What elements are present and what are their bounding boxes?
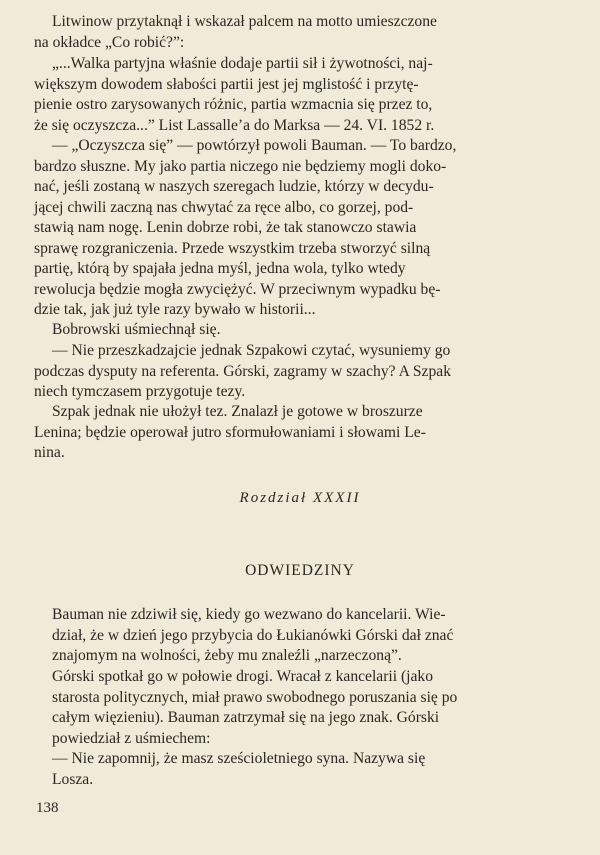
text-line: — „Oczyszcza się” — powtórzył powoli Bauman. — To bardzo, [52, 137, 457, 154]
text-line: — Nie zapomnij, że masz sześcioletniego syna. Nazywa się [52, 750, 426, 767]
text-line: „...Walka partyjna właśnie dodaje partii sił i żywotności, naj- [52, 55, 433, 72]
quote-paragraph [34, 54, 568, 136]
paragraph [34, 749, 568, 790]
text-line: Bobrowski uśmiechnął się. [52, 321, 221, 338]
text-line: partię, którą by spajała jedna myśl, jedna wola, tylko wtedy [34, 260, 406, 277]
paragraph [34, 320, 568, 341]
text-line: Bauman nie zdziwił się, kiedy go wezwano do kancelarii. Wie- [52, 606, 446, 623]
text-line: starosta politycznych, miał prawo swobodnego poruszania się po [52, 688, 458, 706]
text-line: dzie tak, jak już tyle razy bywało w historii... [34, 301, 316, 318]
text-line: rewolucja będzie mogła zwyciężyć. W przeciwnym wypadku bę- [34, 280, 441, 298]
paragraph [34, 402, 568, 464]
text-line: Szpak jednak nie ułożył tez. Znalazł je gotowe w broszurze [52, 403, 423, 420]
page-number: 138 [36, 800, 59, 816]
text-line: na okładce „Co robić?”: [34, 33, 185, 51]
text-line: — Nie przeszkadzajcie jednak Szpakowi czytać, wysuniemy go [52, 342, 451, 359]
text-line: Litwinow przytaknął i wskazał palcem na motto umieszczone [52, 13, 437, 30]
text-line: pienie ostro zarysowanych różnic, partia wzmacnia się przez to, [34, 96, 433, 113]
text-line: Górski spotkał go w połowie drogi. Wracał z kancelarii (jako [52, 668, 434, 685]
paragraph [34, 605, 568, 667]
text-line: powiedział z uśmiechem: [52, 729, 211, 747]
text-line: niech tymczasem przygotuje tezy. [34, 383, 246, 400]
text-line: bardzo słuszne. My jako partia niczego nie będziemy mogli doko- [34, 157, 447, 175]
paragraph [34, 667, 568, 749]
text-line: dział, że w dzień jego przybycia do Łukianówki Górski dał znać [52, 626, 454, 644]
chapter-title: ODWIEDZINY [245, 562, 355, 579]
text-line: Lenina; będzie operował jutro sformułowaniami i słowami Le- [34, 423, 426, 441]
text-line: że się oczyszcza...” List Lassalle’a do Marksa — 24. VI. 1852 r. [34, 116, 435, 134]
paragraph [34, 12, 568, 53]
text-line: stawią nam nogę. Lenin dobrze robi, że tak stanowczo stawia [34, 219, 417, 236]
paragraph [34, 136, 568, 321]
text-line: nać, jeśli zostaną w naszych szeregach ludzie, którzy w decydu- [34, 178, 434, 195]
text-line: jącej chwili zaczną nas chwytać za ręce albo, co gorzej, pod- [34, 198, 414, 216]
text-line: nina. [34, 444, 65, 461]
text-line: sprawę rozgraniczenia. Przede wszystkim trzeba stworzyć silną [34, 239, 431, 257]
text-line: znajomym na wolności, żeby mu znaleźli „narzeczoną”. [52, 647, 402, 664]
text-line: Losza. [52, 770, 94, 788]
paragraph [34, 341, 568, 403]
text-line: podczas dysputy na referenta. Górski, zagramy w szachy? A Szpak [34, 362, 451, 380]
text-line: większym dowodem słabości partii jest jej mglistość i przytę- [34, 75, 419, 93]
chapter-heading: Rozdział XXXII [239, 490, 361, 506]
text-line: całym więzieniu). Bauman zatrzymał się na jego znak. Górski [52, 709, 440, 726]
